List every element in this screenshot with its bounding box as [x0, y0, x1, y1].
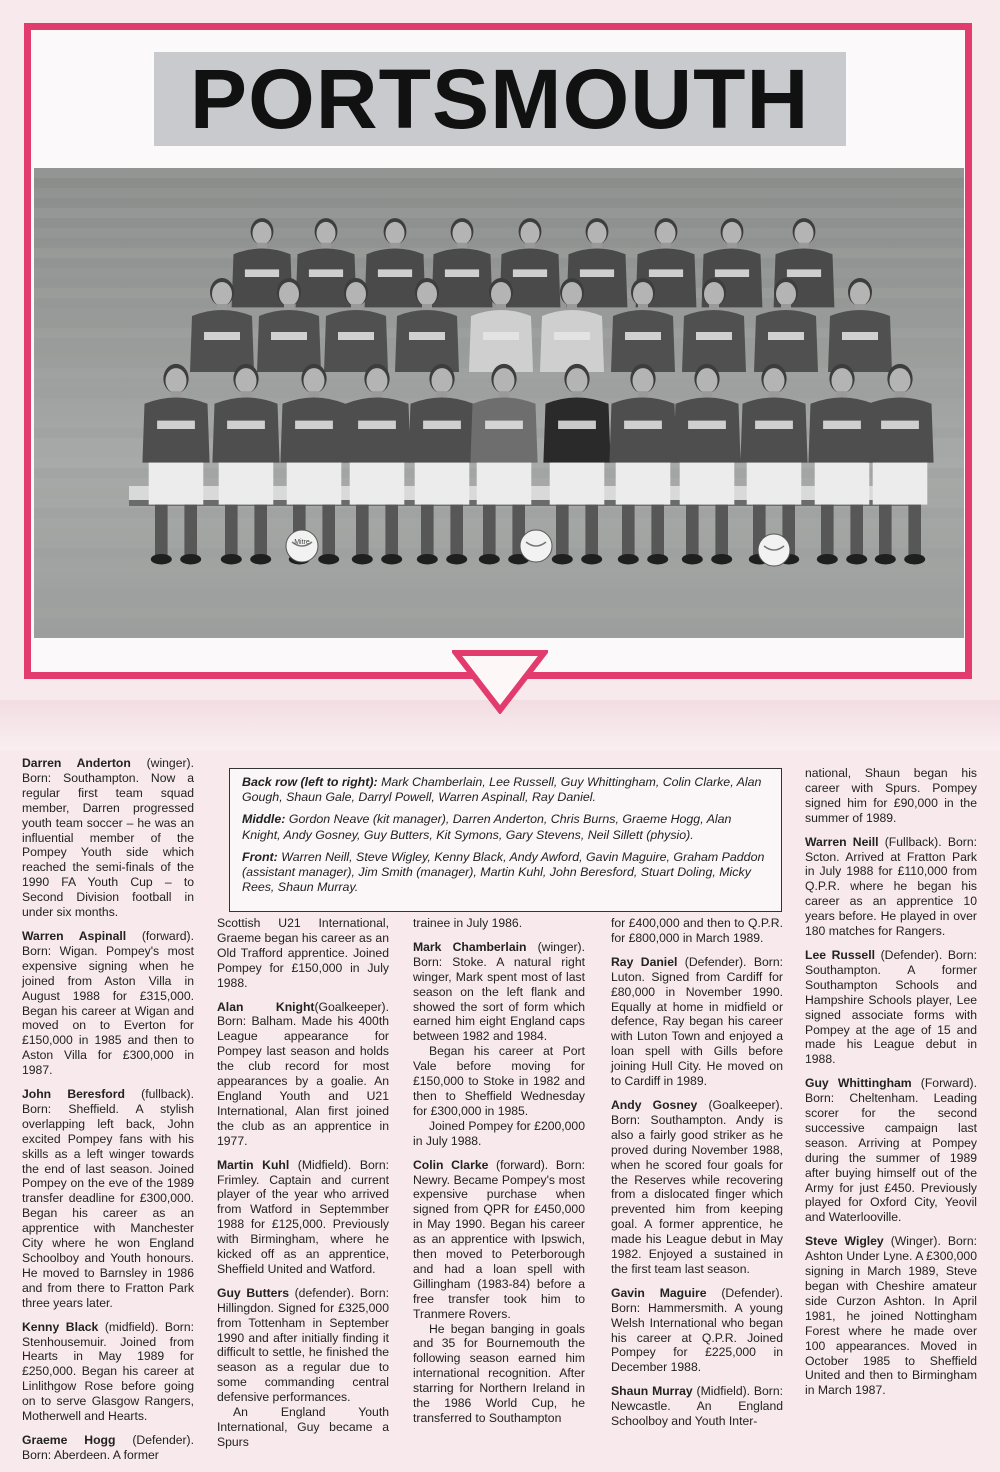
player-name: Warren Neill [805, 834, 879, 849]
page-title: PORTSMOUTH [190, 52, 810, 146]
title-banner [154, 52, 846, 146]
player-bio-text: (Midfield). Born: Newcastle. An England Schoolboy and Youth Inter- [611, 1384, 783, 1429]
player-name: Shaun Murray [611, 1384, 693, 1399]
player-bio-text: (winger). Born: Stoke. A natural right winger, Mark spent most of last season on the left flank and showed the sort of form which earned him eight England caps between 1982 and 1984. [413, 939, 585, 1044]
player-bio-text: (fullback). Born: Sheffield. A stylish overlapping left back, John excited Pompey fans with his skills as a left winger towards the end of last season. Joined Pompey on the eve of the 1989 transfer deadline for £300,000. Began his career as an apprentice with Manchester City where he won England Schoolboy and Youth honours. He moved to Barnsley in 1986 and from there to Fratton Park three years later. [22, 1087, 194, 1310]
bio-paragraph [22, 1433, 194, 1463]
caption-middle-label: Middle: [242, 812, 286, 827]
bio-paragraph [413, 916, 585, 931]
player-name: Kenny Black [22, 1319, 99, 1334]
caption-back-text: Mark Chamberlain, Lee Russell, Guy Whittingham, Colin Clarke, Alan Gough, Shaun Gale, Darryl Powell, Warren Aspinall, Ray Daniel. [242, 775, 762, 805]
text-column-1 [22, 756, 194, 1472]
player-name: Warren Aspinall [22, 928, 127, 943]
player-bio-text: (midfield). Born: Stenhousemuir. Joined from Hearts in May 1989 for £250,000. Began his career at Linlithgow Rose before going on to serve Glasgow Rangers, Motherwell and Hearts. [22, 1319, 195, 1424]
player-bio-text: (defender). Born: Hillingdon. Signed for £325,000 from Tottenham in September 1990 and after initially finding it difficult to settle, he finished the season as a regular due to some commanding central defensive performances. [217, 1285, 389, 1405]
player-bio-text: (Winger). Born: Ashton Under Lyne. A £300,000 signing in March 1989, Steve began with Cheshire amateur side Curzon Ashton. In April 1981, he joined Nottingham Forest where he made over 100 appearances. Moved in October 1985 to Sheffield United and then to Birmingham in March 1987. [805, 1234, 977, 1398]
player-name: Mark Chamberlain [413, 939, 527, 954]
player-bio-text: (Fullback). Born: Scton. Arrived at Fratton Park in July 1988 for £110,000 from Q.P.R. where he began his career as an apprentice 10 years before. He played in over 180 matches for Rangers. [805, 834, 977, 939]
bio-paragraph [217, 1405, 389, 1450]
bio-paragraph [611, 916, 783, 946]
player-bio-text: for £400,000 and then to Q.P.R. for £800,000 in March 1989. [611, 916, 783, 945]
caption-front-text: Warren Neill, Steve Wigley, Kenny Black, Andy Awford, Gavin Maguire, Graham Paddon (assistant manager), Jim Smith (manager), Martin Kuhl, John Beresford, Stuart Doling, Micky Rees, Shaun Murray. [242, 849, 765, 895]
bio-paragraph [22, 929, 194, 1078]
player-bio-text: (Defender). Born: Aberdeen. A former [22, 1432, 195, 1462]
bio-paragraph [413, 1044, 585, 1119]
player-name: Andy Gosney [611, 1097, 698, 1112]
player-name: Gavin Maguire [611, 1285, 707, 1300]
bio-paragraph [611, 1098, 783, 1277]
player-bio-text: (forward). Born: Wigan. Pompey's most expensive signing when he joined from Aston Villa in August 1988 for £315,000. Began his career at Wigan and moved on to Everton for £150,000 in 1985 and then to Aston Villa for £300,000 in 1987. [22, 928, 194, 1078]
player-bio-text: (Defender). Born: Luton. Signed from Cardiff for £80,000 in November 1990. Equally at home in midfield or defence, Ray began his career with Luton Town and enjoyed a loan spell with Gills before joining Hull City. He moved on to Cardiff in 1989. [611, 954, 783, 1089]
player-bio-text: Joined Pompey for £200,000 in July 1988. [413, 1118, 585, 1148]
player-bio-text: national, Shaun began his career with Spurs. Pompey signed him for £90,000 in the summer of 1989. [805, 766, 977, 825]
down-triangle-icon [452, 650, 548, 714]
player-bio-text: (winger). Born: Southampton. Now a regular first team squad member, Darren progressed youth team soccer – he was an influential member of the Pompey Youth side which reached the semi-finals of the 1990 FA Youth Cup – to Second Division football in under six months. [22, 756, 194, 920]
ball-brand-label: Mitre [294, 539, 310, 546]
player-name: Lee Russell [805, 947, 875, 962]
player-bio-text: trainee in July 1986. [413, 916, 523, 930]
player-bio-text: An England Youth International, Guy became a Spurs [217, 1405, 389, 1449]
player-bio-text: (Defender). Born: Southampton. A former Southampton Schools and Hampshire Schools player, Lee signed associate forms with Pompey at the age of 15 and made his League debut in 1988. [805, 947, 977, 1067]
player-bio-text: (Goalkeeper). Born: Balham. Made his 400th League appearance for Pompey last season and holds the club record for most appearances by a goalie. An England Youth and U21 International, Alan first joined the club as an apprentice in 1977. [217, 999, 389, 1148]
player-name: Steve Wigley [805, 1234, 884, 1249]
bio-paragraph [413, 1119, 585, 1149]
player-name: Martin Kuhl [217, 1157, 290, 1172]
bio-paragraph [805, 1234, 977, 1398]
bio-paragraph [22, 1320, 194, 1424]
bio-paragraph [805, 835, 977, 939]
bio-paragraph [611, 955, 783, 1089]
caption-back-label: Back row (left to right): [242, 775, 378, 789]
text-column-5 [805, 766, 977, 1407]
bio-paragraph [413, 1322, 585, 1426]
player-name: Ray Daniel [611, 954, 678, 969]
player-bio-text: (Goalkeeper). Born: Southampton. Andy is also a fairly good striker as he proved during November 1988, when he scored four goals for the Reserves while recovering from a dislocated finger which prevented him from keeping goal. A former apprentice, he made his League debut in May 1982. Enjoyed a sustained in the first team last season. [611, 1097, 783, 1276]
text-column-4 [611, 916, 783, 1438]
caption-middle-text: Gordon Neave (kit manager), Darren Anderton, Chris Burns, Graeme Hogg, Alan Knight, Andy Gosney, Guy Butters, Kit Symons, Gary Stevens, Neil Sillett (physio). [242, 812, 732, 842]
bio-paragraph [217, 1158, 389, 1277]
player-bio-text: Began his career at Port Vale before moving for £150,000 to Stoke in 1982 and then to Sheffield Wednesday for £300,000 in 1985. [413, 1044, 585, 1118]
text-column-2 [217, 916, 389, 1459]
player-name: Guy Butters [217, 1285, 289, 1300]
bio-paragraph [22, 1087, 194, 1311]
player-bio-text: (Midfield). Born: Frimley. Captain and current player of the year who arrived from Watford in Septemmber 1988 for £125,000. Previously with Birmingham, where he kicked off as an apprentice, Sheffield United and Watford. [217, 1157, 389, 1276]
bio-paragraph [413, 940, 585, 1044]
player-name: Darren Anderton [22, 756, 131, 770]
bio-paragraph [22, 756, 194, 920]
bio-paragraph [805, 766, 977, 826]
bio-paragraph [217, 1000, 389, 1149]
player-bio-text: (Defender). Born: Hammersmith. A young Welsh International who began his career at Q.P.R. Joined Pompey for £225,000 in December 1988. [611, 1285, 784, 1375]
player-bio-text: Scottish U21 International, Graeme began his career as an Old Trafford apprentice. Joined Pompey for £150,000 in July 1988. [217, 916, 389, 990]
team-photo-icon [34, 168, 964, 638]
player-name: Guy Whittingham [805, 1076, 912, 1091]
player-name: Alan Knight [217, 999, 315, 1014]
player-bio-text: (Forward). Born: Cheltenham. Leading scorer for the second successive campaign last season. Arriving at Pompey during the summer of 1989 after buying himself out of the Army for just £450. Previously played for Oxford City, Yeovil and Waterlooville. [805, 1076, 977, 1225]
player-name: Colin Clarke [413, 1157, 489, 1172]
team-photo [34, 168, 964, 638]
player-bio-text: (forward). Born: Newry. Became Pompey's most expensive purchase when signed from QPR for £450,000 in May 1990. Began his career as an apprentice with Ipswich, then moved to Peterborough and had a loan spell with Gillingham (1983-84) before a free transfer took him to Tranmere Rovers. [413, 1157, 585, 1321]
bio-paragraph [217, 916, 389, 991]
bio-paragraph [611, 1384, 783, 1429]
bio-paragraph [805, 1076, 977, 1225]
player-name: John Beresford [22, 1087, 125, 1102]
text-column-3 [413, 916, 585, 1435]
bio-paragraph [413, 1158, 585, 1322]
player-bio-text: He began banging in goals and 35 for Bournemouth the following season earned him international recognition. After starring for Northern Ireland in the 1986 World Cup, he transferred to Southampton [413, 1321, 585, 1425]
photo-caption-box [229, 768, 782, 912]
player-name: Graeme Hogg [22, 1432, 116, 1447]
bio-paragraph [217, 1286, 389, 1405]
bio-paragraph [611, 1286, 783, 1375]
bio-paragraph [805, 948, 977, 1067]
caption-front-label: Front: [242, 849, 278, 864]
